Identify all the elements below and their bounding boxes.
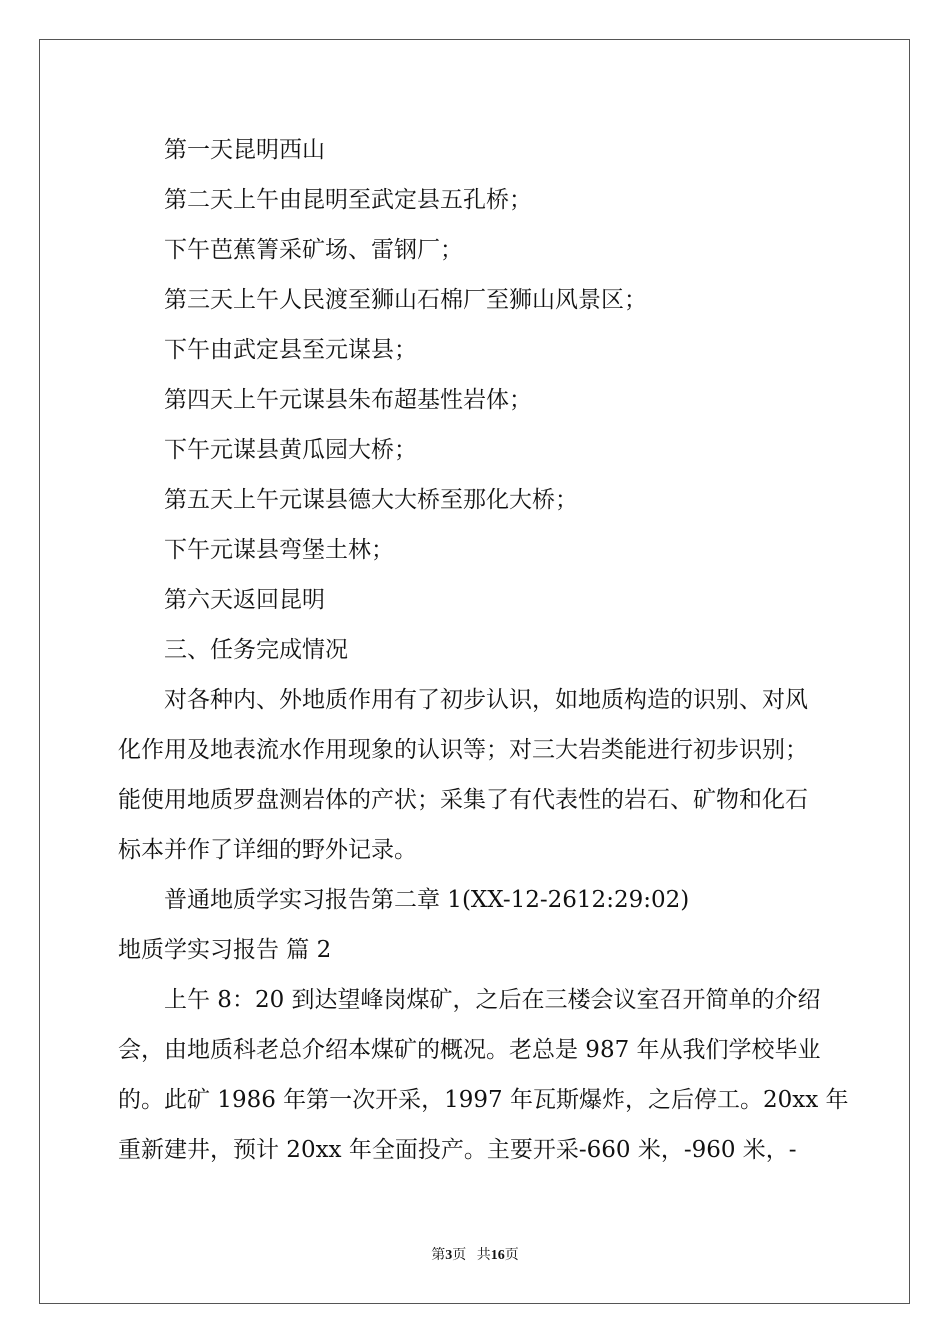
chapter-note: 普通地质学实习报告第二章 1(XX-12-2612:29:02) — [164, 887, 690, 913]
schedule-day2-am: 第二天上午由昆明至武定县五孔桥； — [164, 187, 532, 213]
total-pages: 16 — [490, 1248, 505, 1263]
schedule-day3-am: 第三天上午人民渡至狮山石棉厂至狮山风景区； — [164, 287, 647, 313]
paragraph-line: 上午 8：20 到达望峰岗煤矿，之后在三楼会议室召开简单的介绍 — [164, 987, 821, 1013]
page-footer — [0, 1244, 950, 1264]
paragraph-line: 重新建井，预计 20xx 年全面投产。主要开采-660 米，-960 米，- — [118, 1137, 797, 1163]
schedule-day6: 第六天返回昆明 — [164, 587, 325, 613]
total-suffix: 页 — [504, 1248, 519, 1263]
schedule-day2-pm: 下午芭蕉箐采矿场、雷钢厂； — [164, 237, 463, 263]
schedule-day4-pm: 下午元谋县黄瓜园大桥； — [164, 437, 417, 463]
schedule-day5-am: 第五天上午元谋县德大大桥至那化大桥； — [164, 487, 578, 513]
schedule-day4-am: 第四天上午元谋县朱布超基性岩体； — [164, 387, 532, 413]
schedule-day3-pm: 下午由武定县至元谋县； — [164, 337, 417, 363]
page-prefix: 第 — [431, 1248, 446, 1263]
paragraph-line: 的。此矿 1986 年第一次开采，1997 年瓦斯爆炸，之后停工。20xx 年 — [118, 1087, 849, 1113]
schedule-day5-pm: 下午元谋县弯堡土林； — [164, 537, 394, 563]
paragraph-line: 能使用地质罗盘测岩体的产状；采集了有代表性的岩石、矿物和化石 — [118, 787, 808, 813]
paragraph-line: 对各种内、外地质作用有了初步认识，如地质构造的识别、对风 — [164, 687, 808, 713]
page-number: 3 — [445, 1248, 453, 1263]
total-prefix: 共 — [476, 1248, 491, 1263]
section-heading: 三、任务完成情况 — [164, 637, 348, 663]
report-title: 地质学实习报告 篇 2 — [118, 937, 332, 963]
schedule-day1: 第一天昆明西山 — [164, 137, 325, 163]
paragraph-line: 会，由地质科老总介绍本煤矿的概况。老总是 987 年从我们学校毕业 — [118, 1037, 821, 1063]
paragraph-line: 化作用及地表流水作用现象的认识等；对三大岩类能进行初步识别； — [118, 737, 808, 763]
paragraph-line: 标本并作了详细的野外记录。 — [118, 837, 417, 863]
page-suffix: 页 — [452, 1248, 467, 1263]
